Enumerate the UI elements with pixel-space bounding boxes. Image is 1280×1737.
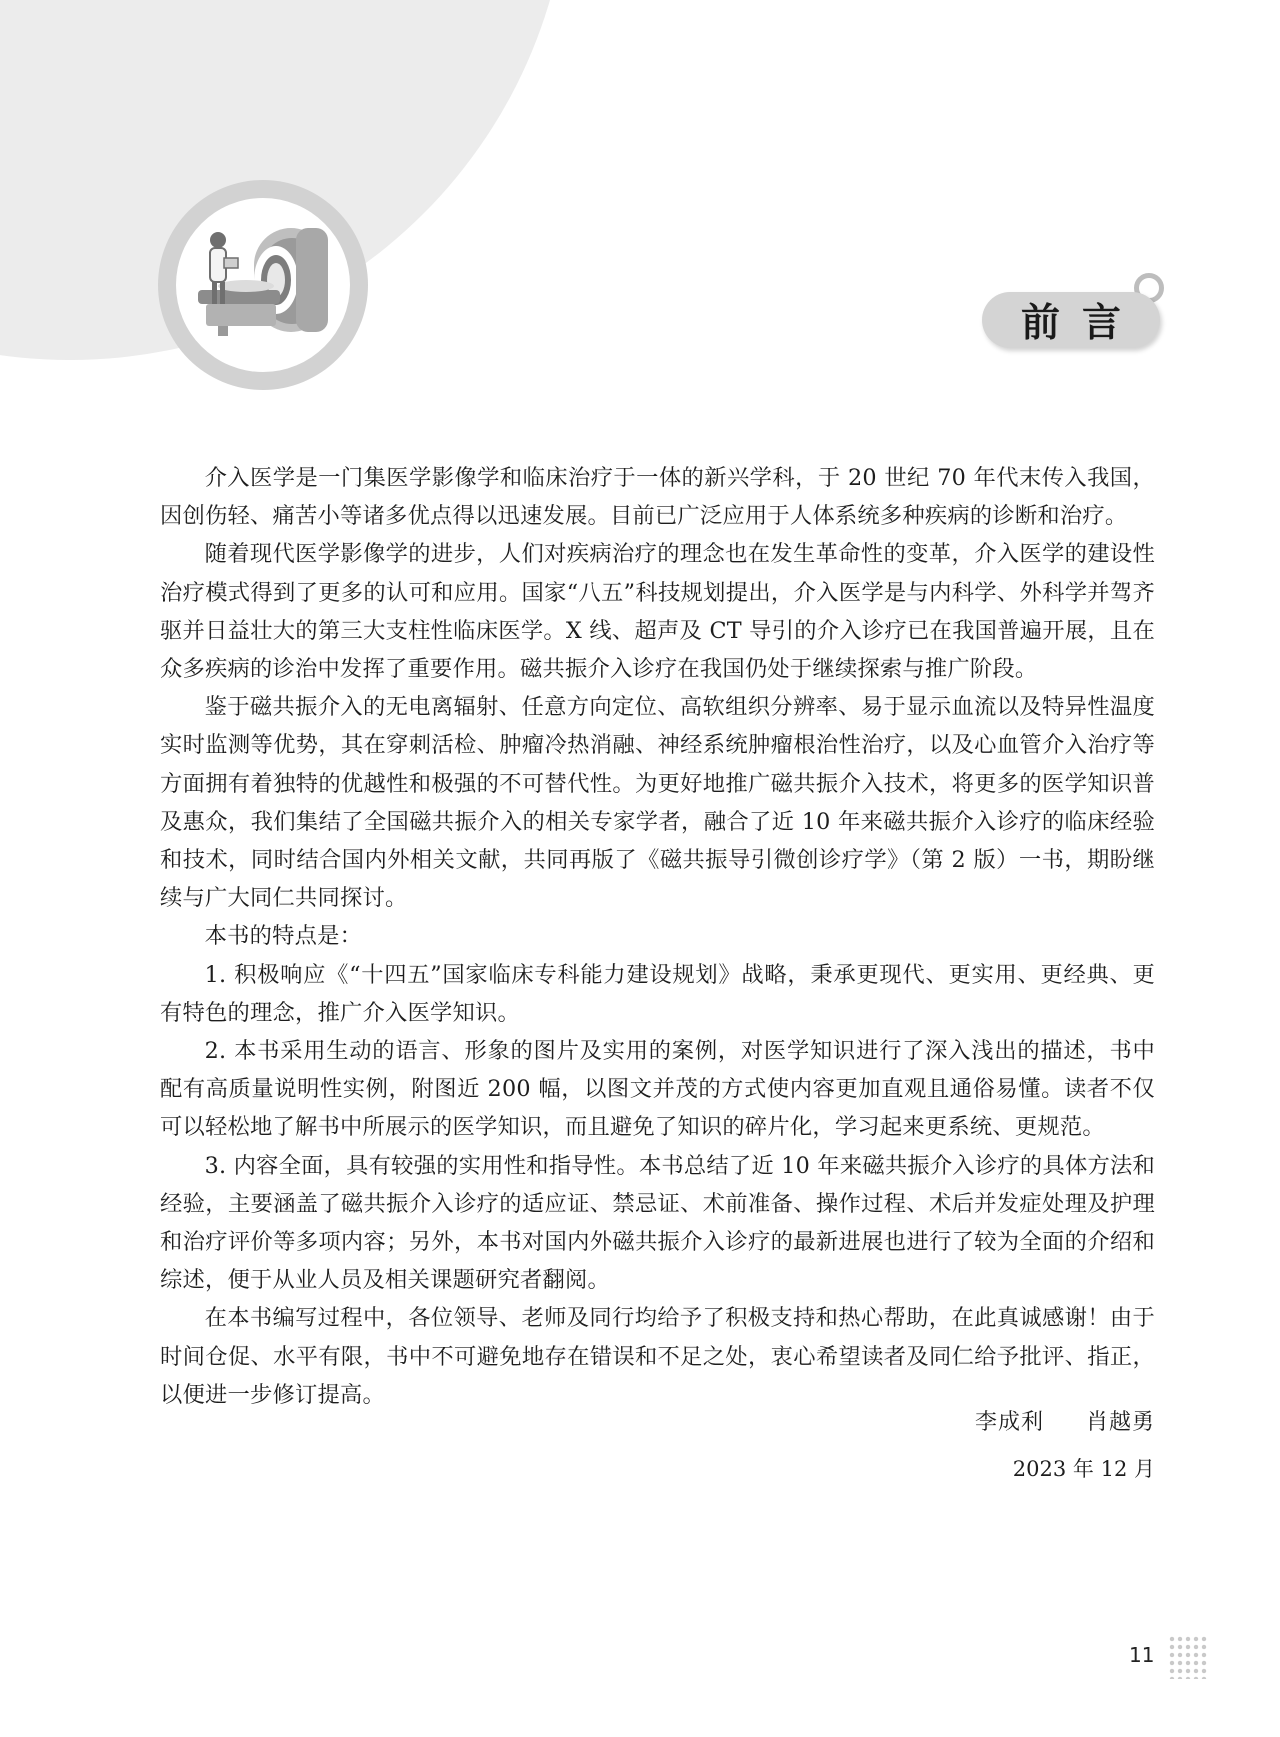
paragraph: 介入医学是一门集医学影像学和临床治疗于一体的新兴学科，于 20 世纪 70 年代末传入我国，因创伤轻、痛苦小等诸多优点得以迅速发展。目前已广泛应用于人体系统多种疾病的诊断和治疗。 (160, 465, 1155, 530)
author-names: 李成利 肖越勇 (975, 1410, 1155, 1435)
list-item: 2. 本书采用生动的语言、形象的图片及实用的案例，对医学知识进行了深入浅出的描述，书中配有高质量说明性实例，附图近 200 幅，以图文并茂的方式使内容更加直观且通俗易懂。读者不仅可以轻松地了解书中所展示的医学知识，而且避免了知识的碎片化，学习起来更系统、更规范。 (160, 1038, 1155, 1141)
title-badge (982, 292, 1160, 348)
chapter-emblem (158, 180, 368, 390)
signature-block (975, 1405, 1155, 1487)
mri-scanner-icon (176, 198, 350, 372)
emblem-inner (176, 198, 350, 372)
paragraph: 鉴于磁共振介入的无电离辐射、任意方向定位、高软组织分辨率、易于显示血流以及特异性温度实时监测等优势，其在穿刺活检、肿瘤冷热消融、神经系统肿瘤根治性治疗，以及心血管介入治疗等方面拥有着独特的优越性和极强的不可替代性。为更好地推广磁共振介入技术，将更多的医学知识普及惠众，我们集结了全国磁共振介入的相关专家学者，融合了近 10 年来磁共振介入诊疗的临床经验和技术，同时结合国内外相关文献，共同再版了《磁共振导引微创诊疗学》（第 2 版）一书，期盼继续与广大同仁共同探讨。 (160, 694, 1155, 912)
signature-date: 2023 年 12 月 (1012, 1457, 1155, 1481)
paragraph: 在本书编写过程中，各位领导、老师及同行均给予了积极支持和热心帮助，在此真诚感谢！由于时间仓促、水平有限，书中不可避免地存在错误和不足之处，衷心希望读者及同仁给予批评、指正，以便进一步修订提高。 (160, 1305, 1155, 1408)
paragraph: 本书的特点是： (204, 923, 363, 950)
list-item: 3. 内容全面，具有较强的实用性和指导性。本书总结了近 10 年来磁共振介入诊疗的具体方法和经验，主要涵盖了磁共振介入诊疗的适应证、禁忌证、术前准备、操作过程、术后并发症处理及护理和治疗评价等多项内容；另外，本书对国内外磁共振介入诊疗的最新进展也进行了较为全面的介绍和综述，便于从业人员及相关课题研究者翻阅。 (160, 1152, 1155, 1294)
page-number: 11 (1129, 1643, 1155, 1667)
paragraph: 随着现代医学影像学的进步，人们对疾病治疗的理念也在发生革命性的变革，介入医学的建设性治疗模式得到了更多的认可和应用。国家“八五”科技规划提出，介入医学是与内科学、外科学并驾齐驱并日益壮大的第三大支柱性临床医学。X 线、超声及 CT 导引的介入诊疗已在我国普遍开展，且在众多疾病的诊治中发挥了重要作用。磁共振介入诊疗在我国仍处于继续探索与推广阶段。 (160, 541, 1155, 683)
page-title: 前言 (1020, 301, 1143, 346)
list-item: 1. 积极响应《“十四五”国家临床专科能力建设规划》战略，秉承更现代、更实用、更经典、更有特色的理念，推广介入医学知识。 (160, 961, 1155, 1026)
dot-grid-decoration (1168, 1635, 1208, 1679)
preface-body (160, 459, 1155, 1414)
